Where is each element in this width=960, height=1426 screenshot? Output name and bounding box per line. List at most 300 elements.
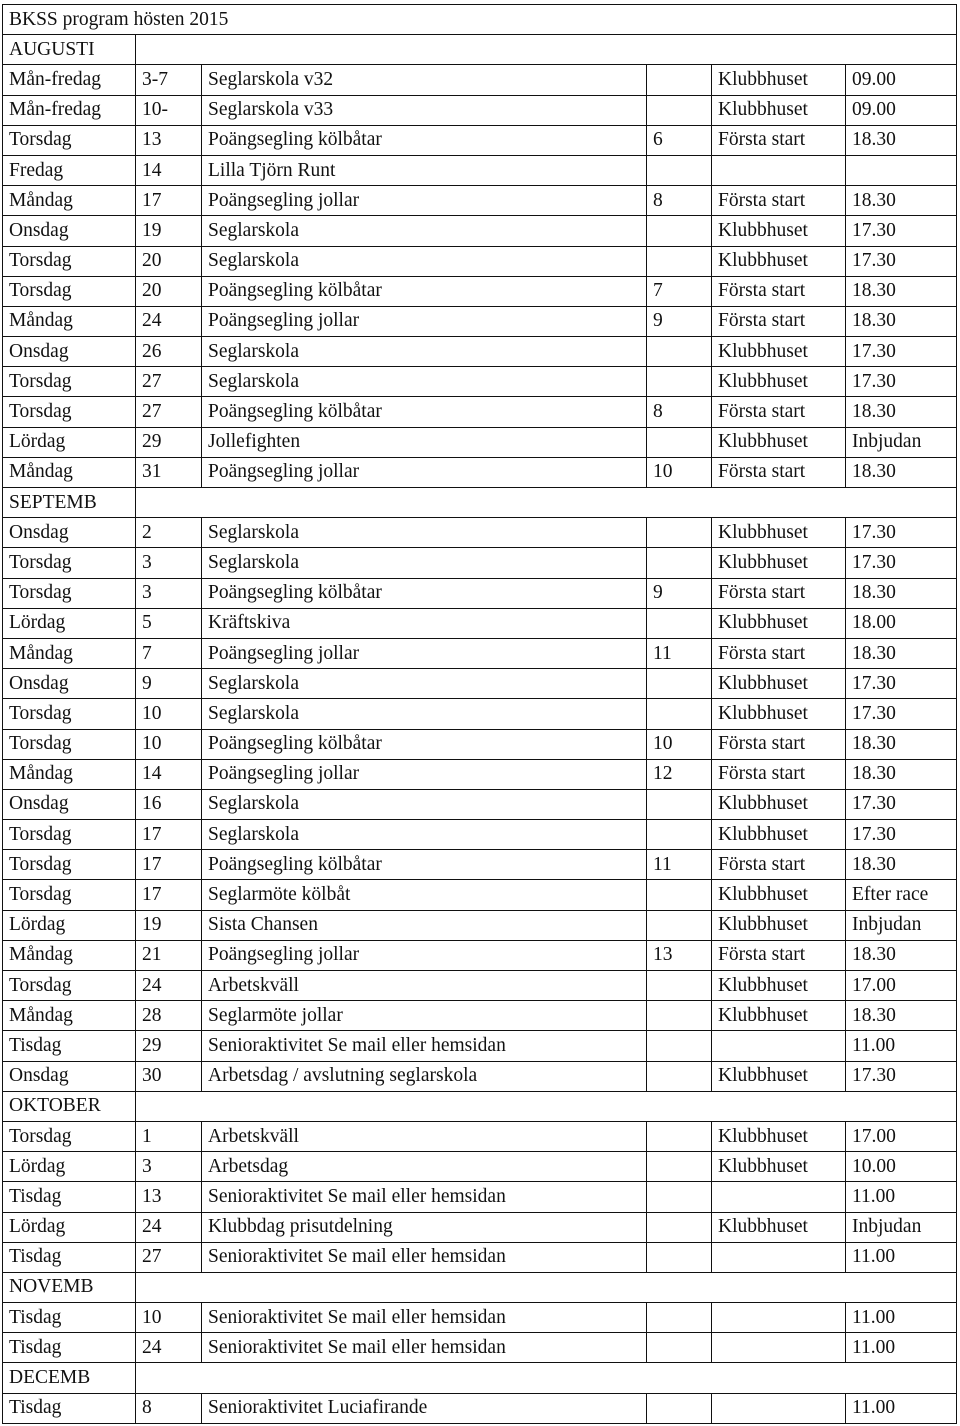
date-cell: 8	[136, 1393, 202, 1423]
month-label: DECEMB	[3, 1363, 136, 1393]
time-cell: 17.00	[846, 971, 957, 1001]
date-cell: 26	[136, 337, 202, 367]
table-row	[3, 1303, 957, 1333]
date-cell: 10	[136, 729, 202, 759]
month-label: AUGUSTI	[3, 35, 136, 65]
day-cell: Torsdag	[3, 367, 136, 397]
time-cell: 17.30	[846, 216, 957, 246]
empty-cell	[136, 488, 957, 518]
day-cell: Tisdag	[3, 1393, 136, 1423]
day-cell: Onsdag	[3, 518, 136, 548]
month-header-row	[3, 1272, 957, 1302]
day-cell: Onsdag	[3, 789, 136, 819]
number-cell: 6	[647, 125, 712, 155]
place-cell	[712, 1242, 846, 1272]
number-cell: 9	[647, 306, 712, 336]
place-cell: Klubbhuset	[712, 820, 846, 850]
day-cell: Lördag	[3, 1212, 136, 1242]
table-row	[3, 729, 957, 759]
table-row	[3, 1333, 957, 1363]
time-cell: 11.00	[846, 1242, 957, 1272]
event-cell: Seglarskola	[202, 789, 647, 819]
event-cell: Poängsegling kölbåtar	[202, 850, 647, 880]
event-cell: Poängsegling kölbåtar	[202, 729, 647, 759]
place-cell: Första start	[712, 850, 846, 880]
document-title: BKSS program hösten 2015	[3, 5, 957, 35]
day-cell: Lördag	[3, 427, 136, 457]
date-cell: 16	[136, 789, 202, 819]
time-cell: 17.30	[846, 699, 957, 729]
place-cell	[712, 1393, 846, 1423]
date-cell: 29	[136, 1031, 202, 1061]
date-cell: 13	[136, 125, 202, 155]
place-cell: Första start	[712, 186, 846, 216]
time-cell: 17.30	[846, 548, 957, 578]
day-cell: Onsdag	[3, 1061, 136, 1091]
table-row	[3, 367, 957, 397]
event-cell: Poängsegling jollar	[202, 306, 647, 336]
date-cell: 10	[136, 1303, 202, 1333]
number-cell	[647, 699, 712, 729]
day-cell: Torsdag	[3, 276, 136, 306]
date-cell: 30	[136, 1061, 202, 1091]
number-cell	[647, 337, 712, 367]
place-cell: Klubbhuset	[712, 1152, 846, 1182]
time-cell: 11.00	[846, 1333, 957, 1363]
table-row	[3, 427, 957, 457]
time-cell: 18.30	[846, 759, 957, 789]
day-cell: Måndag	[3, 940, 136, 970]
table-row	[3, 1393, 957, 1423]
empty-cell	[136, 1272, 957, 1302]
time-cell: 18.30	[846, 306, 957, 336]
event-cell: Arbetsdag	[202, 1152, 647, 1182]
number-cell	[647, 1001, 712, 1031]
date-cell: 20	[136, 276, 202, 306]
day-cell: Lördag	[3, 910, 136, 940]
event-cell: Poängsegling jollar	[202, 638, 647, 668]
event-cell: Jollefighten	[202, 427, 647, 457]
day-cell: Torsdag	[3, 397, 136, 427]
day-cell: Torsdag	[3, 729, 136, 759]
event-cell: Seglarmöte jollar	[202, 1001, 647, 1031]
event-cell: Poängsegling jollar	[202, 457, 647, 487]
table-row	[3, 578, 957, 608]
number-cell: 11	[647, 850, 712, 880]
table-row	[3, 1031, 957, 1061]
place-cell: Klubbhuset	[712, 1061, 846, 1091]
event-cell: Senioraktivitet Se mail eller hemsidan	[202, 1303, 647, 1333]
number-cell	[647, 1393, 712, 1423]
event-cell: Seglarskola	[202, 820, 647, 850]
day-cell: Torsdag	[3, 1121, 136, 1151]
number-cell	[647, 246, 712, 276]
place-cell: Klubbhuset	[712, 518, 846, 548]
event-cell: Arbetskväll	[202, 1121, 647, 1151]
table-row	[3, 1121, 957, 1151]
event-cell: Seglarskola	[202, 699, 647, 729]
day-cell: Måndag	[3, 759, 136, 789]
time-cell: 17.00	[846, 1121, 957, 1151]
table-row	[3, 669, 957, 699]
date-cell: 17	[136, 820, 202, 850]
date-cell: 3-7	[136, 65, 202, 95]
number-cell	[647, 1242, 712, 1272]
table-row	[3, 971, 957, 1001]
month-header-row	[3, 1091, 957, 1121]
time-cell: 17.30	[846, 337, 957, 367]
table-row	[3, 1061, 957, 1091]
month-header-row	[3, 35, 957, 65]
day-cell: Onsdag	[3, 216, 136, 246]
time-cell: 17.30	[846, 518, 957, 548]
time-cell: 09.00	[846, 65, 957, 95]
event-cell: Arbetskväll	[202, 971, 647, 1001]
day-cell: Onsdag	[3, 337, 136, 367]
table-row	[3, 337, 957, 367]
place-cell: Klubbhuset	[712, 910, 846, 940]
number-cell	[647, 1061, 712, 1091]
time-cell: 18.30	[846, 578, 957, 608]
date-cell: 27	[136, 397, 202, 427]
day-cell: Torsdag	[3, 850, 136, 880]
place-cell: Första start	[712, 638, 846, 668]
place-cell: Klubbhuset	[712, 1212, 846, 1242]
day-cell: Måndag	[3, 306, 136, 336]
table-row	[3, 820, 957, 850]
date-cell: 19	[136, 216, 202, 246]
time-cell: 18.30	[846, 940, 957, 970]
date-cell: 17	[136, 186, 202, 216]
number-cell	[647, 1031, 712, 1061]
number-cell: 9	[647, 578, 712, 608]
number-cell: 10	[647, 729, 712, 759]
time-cell: 11.00	[846, 1182, 957, 1212]
event-cell: Seglarskola	[202, 216, 647, 246]
time-cell: 18.30	[846, 729, 957, 759]
number-cell	[647, 669, 712, 699]
event-cell: Sista Chansen	[202, 910, 647, 940]
number-cell	[647, 427, 712, 457]
day-cell: Tisdag	[3, 1031, 136, 1061]
place-cell: Klubbhuset	[712, 1121, 846, 1151]
place-cell: Klubbhuset	[712, 216, 846, 246]
date-cell: 14	[136, 759, 202, 789]
month-label: OKTOBER	[3, 1091, 136, 1121]
table-row	[3, 306, 957, 336]
date-cell: 17	[136, 880, 202, 910]
number-cell: 12	[647, 759, 712, 789]
month-label: NOVEMB	[3, 1272, 136, 1302]
date-cell: 14	[136, 155, 202, 185]
event-cell: Seglarskola v32	[202, 65, 647, 95]
time-cell: 17.30	[846, 367, 957, 397]
place-cell: Första start	[712, 276, 846, 306]
number-cell	[647, 880, 712, 910]
number-cell	[647, 1182, 712, 1212]
day-cell: Tisdag	[3, 1333, 136, 1363]
date-cell: 21	[136, 940, 202, 970]
event-cell: Seglarskola v33	[202, 95, 647, 125]
place-cell: Första start	[712, 306, 846, 336]
place-cell: Första start	[712, 125, 846, 155]
place-cell: Klubbhuset	[712, 880, 846, 910]
day-cell: Torsdag	[3, 820, 136, 850]
day-cell: Onsdag	[3, 669, 136, 699]
place-cell: Klubbhuset	[712, 337, 846, 367]
time-cell: 11.00	[846, 1393, 957, 1423]
number-cell: 11	[647, 638, 712, 668]
event-cell: Seglarskola	[202, 518, 647, 548]
number-cell	[647, 1333, 712, 1363]
date-cell: 27	[136, 367, 202, 397]
table-row	[3, 850, 957, 880]
day-cell: Fredag	[3, 155, 136, 185]
place-cell	[712, 1182, 846, 1212]
date-cell: 31	[136, 457, 202, 487]
schedule-table	[2, 4, 957, 1424]
place-cell	[712, 155, 846, 185]
table-row	[3, 1212, 957, 1242]
table-row	[3, 155, 957, 185]
table-row	[3, 397, 957, 427]
day-cell: Tisdag	[3, 1182, 136, 1212]
number-cell	[647, 1152, 712, 1182]
place-cell: Klubbhuset	[712, 971, 846, 1001]
day-cell: Torsdag	[3, 578, 136, 608]
place-cell	[712, 1333, 846, 1363]
time-cell: 11.00	[846, 1303, 957, 1333]
event-cell: Poängsegling jollar	[202, 940, 647, 970]
event-cell: Poängsegling kölbåtar	[202, 125, 647, 155]
time-cell: 10.00	[846, 1152, 957, 1182]
table-row	[3, 276, 957, 306]
place-cell: Första start	[712, 940, 846, 970]
table-row	[3, 186, 957, 216]
number-cell: 8	[647, 186, 712, 216]
event-cell: Poängsegling kölbåtar	[202, 578, 647, 608]
time-cell: 18.30	[846, 397, 957, 427]
event-cell: Seglarskola	[202, 669, 647, 699]
table-row	[3, 1001, 957, 1031]
table-row	[3, 608, 957, 638]
place-cell: Klubbhuset	[712, 95, 846, 125]
table-row	[3, 940, 957, 970]
place-cell: Klubbhuset	[712, 65, 846, 95]
place-cell: Första start	[712, 578, 846, 608]
time-cell: 18.30	[846, 457, 957, 487]
number-cell: 8	[647, 397, 712, 427]
number-cell: 7	[647, 276, 712, 306]
number-cell	[647, 95, 712, 125]
time-cell: 18.30	[846, 125, 957, 155]
date-cell: 1	[136, 1121, 202, 1151]
month-header-row	[3, 488, 957, 518]
event-cell: Seglarskola	[202, 246, 647, 276]
time-cell: Efter race	[846, 880, 957, 910]
date-cell: 24	[136, 971, 202, 1001]
day-cell: Måndag	[3, 638, 136, 668]
event-cell: Poängsegling kölbåtar	[202, 276, 647, 306]
date-cell: 17	[136, 850, 202, 880]
time-cell: 17.30	[846, 669, 957, 699]
day-cell: Torsdag	[3, 548, 136, 578]
time-cell: 17.30	[846, 789, 957, 819]
event-cell: Klubbdag prisutdelning	[202, 1212, 647, 1242]
event-cell: Seglarskola	[202, 367, 647, 397]
table-row	[3, 548, 957, 578]
event-cell: Poängsegling kölbåtar	[202, 397, 647, 427]
number-cell	[647, 1303, 712, 1333]
date-cell: 24	[136, 1212, 202, 1242]
table-row	[3, 789, 957, 819]
event-cell: Lilla Tjörn Runt	[202, 155, 647, 185]
time-cell: 17.30	[846, 246, 957, 276]
table-row	[3, 65, 957, 95]
number-cell	[647, 971, 712, 1001]
day-cell: Lördag	[3, 608, 136, 638]
event-cell: Seglarskola	[202, 548, 647, 578]
number-cell	[647, 1121, 712, 1151]
table-row	[3, 246, 957, 276]
date-cell: 7	[136, 638, 202, 668]
date-cell: 9	[136, 669, 202, 699]
event-cell: Poängsegling jollar	[202, 759, 647, 789]
date-cell: 3	[136, 1152, 202, 1182]
title-row	[3, 5, 957, 35]
table-row	[3, 910, 957, 940]
number-cell	[647, 910, 712, 940]
empty-cell	[136, 35, 957, 65]
day-cell: Mån-fredag	[3, 95, 136, 125]
date-cell: 24	[136, 1333, 202, 1363]
place-cell: Klubbhuset	[712, 789, 846, 819]
place-cell	[712, 1303, 846, 1333]
time-cell: 11.00	[846, 1031, 957, 1061]
date-cell: 5	[136, 608, 202, 638]
event-cell: Seglarskola	[202, 337, 647, 367]
day-cell: Lördag	[3, 1152, 136, 1182]
date-cell: 3	[136, 548, 202, 578]
event-cell: Senioraktivitet Se mail eller hemsidan	[202, 1182, 647, 1212]
event-cell: Poängsegling jollar	[202, 186, 647, 216]
time-cell	[846, 155, 957, 185]
table-row	[3, 1242, 957, 1272]
empty-cell	[136, 1091, 957, 1121]
event-cell: Senioraktivitet Se mail eller hemsidan	[202, 1031, 647, 1061]
time-cell: Inbjudan	[846, 427, 957, 457]
place-cell: Klubbhuset	[712, 548, 846, 578]
time-cell: Inbjudan	[846, 1212, 957, 1242]
table-row	[3, 518, 957, 548]
number-cell: 13	[647, 940, 712, 970]
event-cell: Senioraktivitet Se mail eller hemsidan	[202, 1333, 647, 1363]
day-cell: Tisdag	[3, 1242, 136, 1272]
date-cell: 24	[136, 306, 202, 336]
table-row	[3, 1182, 957, 1212]
schedule-body	[3, 5, 957, 1424]
table-row	[3, 1152, 957, 1182]
time-cell: 17.30	[846, 1061, 957, 1091]
number-cell	[647, 518, 712, 548]
place-cell: Klubbhuset	[712, 367, 846, 397]
number-cell	[647, 216, 712, 246]
event-cell: Kräftskiva	[202, 608, 647, 638]
day-cell: Måndag	[3, 186, 136, 216]
event-cell: Seglarmöte kölbåt	[202, 880, 647, 910]
date-cell: 19	[136, 910, 202, 940]
place-cell: Klubbhuset	[712, 669, 846, 699]
number-cell	[647, 820, 712, 850]
time-cell: 18.30	[846, 276, 957, 306]
event-cell: Arbetsdag / avslutning seglarskola	[202, 1061, 647, 1091]
number-cell: 10	[647, 457, 712, 487]
place-cell: Första start	[712, 759, 846, 789]
place-cell: Klubbhuset	[712, 246, 846, 276]
day-cell: Torsdag	[3, 971, 136, 1001]
time-cell: Inbjudan	[846, 910, 957, 940]
time-cell: 18.30	[846, 638, 957, 668]
table-row	[3, 125, 957, 155]
time-cell: 17.30	[846, 820, 957, 850]
day-cell: Måndag	[3, 1001, 136, 1031]
date-cell: 2	[136, 518, 202, 548]
time-cell: 18.30	[846, 1001, 957, 1031]
table-row	[3, 880, 957, 910]
place-cell: Klubbhuset	[712, 427, 846, 457]
time-cell: 09.00	[846, 95, 957, 125]
place-cell: Klubbhuset	[712, 699, 846, 729]
place-cell: Första start	[712, 457, 846, 487]
date-cell: 20	[136, 246, 202, 276]
place-cell: Första start	[712, 729, 846, 759]
table-row	[3, 759, 957, 789]
number-cell	[647, 367, 712, 397]
number-cell	[647, 789, 712, 819]
number-cell	[647, 608, 712, 638]
day-cell: Mån-fredag	[3, 65, 136, 95]
number-cell	[647, 1212, 712, 1242]
time-cell: 18.00	[846, 608, 957, 638]
day-cell: Tisdag	[3, 1303, 136, 1333]
month-header-row	[3, 1363, 957, 1393]
date-cell: 10-	[136, 95, 202, 125]
day-cell: Torsdag	[3, 246, 136, 276]
date-cell: 27	[136, 1242, 202, 1272]
date-cell: 10	[136, 699, 202, 729]
day-cell: Torsdag	[3, 880, 136, 910]
month-label: SEPTEMB	[3, 488, 136, 518]
date-cell: 13	[136, 1182, 202, 1212]
day-cell: Torsdag	[3, 699, 136, 729]
number-cell	[647, 155, 712, 185]
day-cell: Torsdag	[3, 125, 136, 155]
place-cell	[712, 1031, 846, 1061]
date-cell: 28	[136, 1001, 202, 1031]
table-row	[3, 699, 957, 729]
time-cell: 18.30	[846, 850, 957, 880]
table-row	[3, 95, 957, 125]
time-cell: 18.30	[846, 186, 957, 216]
date-cell: 29	[136, 427, 202, 457]
day-cell: Måndag	[3, 457, 136, 487]
event-cell: Senioraktivitet Se mail eller hemsidan	[202, 1242, 647, 1272]
empty-cell	[136, 1363, 957, 1393]
number-cell	[647, 548, 712, 578]
table-row	[3, 638, 957, 668]
place-cell: Klubbhuset	[712, 608, 846, 638]
table-row	[3, 457, 957, 487]
